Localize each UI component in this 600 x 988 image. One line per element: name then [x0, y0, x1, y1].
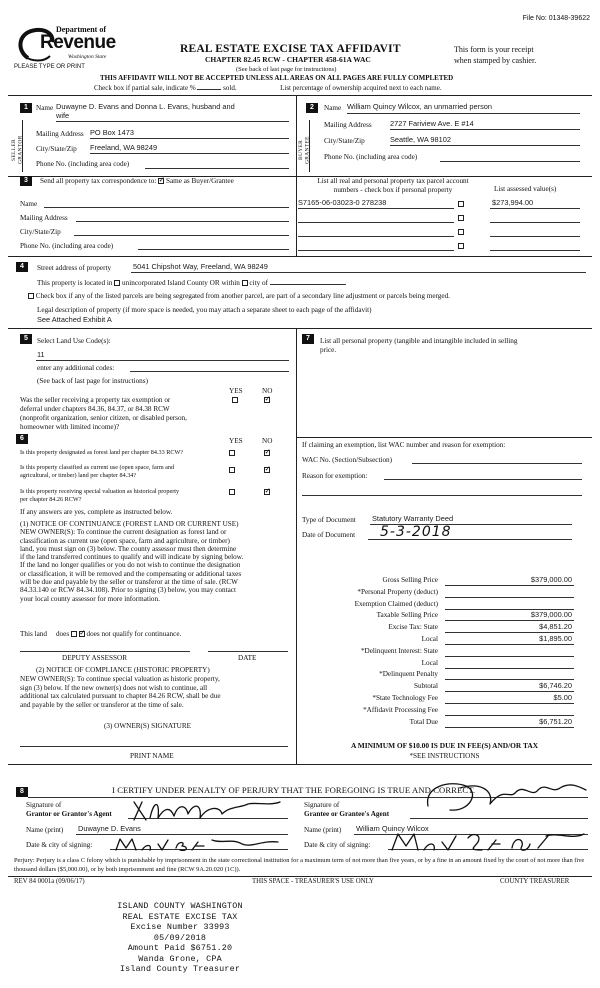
fee-value: $6,746.20	[539, 681, 572, 691]
grantee-agent-label: Grantee or Grantee's Agent	[304, 810, 390, 818]
sec6-yes-header: YES	[229, 437, 243, 445]
fee-row	[300, 659, 580, 671]
grantor-city-label: City/State/Zip	[36, 145, 77, 153]
exemption-question-4: homeowner with limited income)?	[20, 423, 120, 431]
section-5-badge: 5	[20, 334, 32, 344]
list-percentage-note: List percentage of ownership acquired next to each name.	[280, 84, 442, 92]
land-use-see-back: (See back of last page for instructions)	[37, 377, 148, 385]
fee-label: *Delinquent Interest: State	[360, 646, 438, 655]
sec5-yes-header: YES	[229, 387, 243, 395]
current-use-question-1: Is this property classified as current use (open space, farm and	[20, 464, 175, 471]
grantor-name-label: Name	[36, 104, 54, 112]
fee-label: Taxable Selling Price	[376, 611, 438, 620]
assessed-header: List assessed value(s)	[494, 185, 557, 193]
forest-no-checkbox[interactable]	[264, 450, 270, 456]
document-date-value: 5-3-2018	[380, 524, 452, 540]
tax-mailing-label: Mailing Address	[20, 214, 68, 222]
historic-question-1: Is this property receiving special valuation as historical property	[20, 488, 180, 495]
segregated-label: Check box if any of the listed parcels are being segregated from another parcel, are part of a secondary line adjustment or parcels being merged.	[35, 292, 450, 300]
notice-continuance-line: land, you must sign on (3) below. The county assessor must then determine	[20, 544, 237, 553]
owner-signature-label: (3) OWNER(S) SIGNATURE	[104, 722, 192, 730]
fee-row	[300, 576, 580, 588]
fee-row	[300, 670, 580, 682]
exemption-claim-label: If claiming an exemption, list WAC number and reason for exemption:	[302, 441, 506, 449]
fee-value: $379,000.00	[530, 610, 572, 620]
grantee-printed-name: William Quincy Wilcox	[356, 824, 429, 833]
legal-description-value: See Attached Exhibit A	[37, 315, 112, 324]
document-type-value: Statutory Warranty Deed	[372, 514, 454, 523]
notice-continuance-line: classification as current use (open space, farm and agriculture, or timber)	[20, 536, 230, 545]
does-not-label: does not	[86, 630, 111, 638]
personal-property-list-1: List all personal property (tangible and intangible included in selling	[320, 337, 518, 345]
fee-row	[300, 588, 580, 600]
grantee-signature	[420, 776, 590, 820]
receipt-note-2: when stamped by cashier.	[454, 56, 537, 65]
grantee-phone-label: Phone No. (including area code)	[324, 153, 418, 161]
notice-compliance-line: (2) NOTICE OF COMPLIANCE (HISTORIC PROPERTY)	[36, 666, 210, 674]
document-type-label: Type of Document	[302, 516, 356, 524]
grantee-date-city-label: Date & city of signing:	[304, 841, 371, 849]
grantee-city-label: City/State/Zip	[324, 137, 365, 145]
segregated-checkbox[interactable]	[28, 293, 34, 299]
notice-continuance-line: your local county assessor for more information.	[20, 594, 160, 603]
fee-row	[300, 706, 580, 718]
fee-row	[300, 647, 580, 659]
perjury-statement: Perjury: Perjury is a class C felony which is punishable by imprisonment in the state correctional institution for a maximum term of not more than five years, or by a fine in an amount fixed by the court of not more than five thousand dollars ($5,000.00), or by both imprisonment and fine (RCW 9A.20.020 (1C)).	[14, 857, 585, 873]
grantee-signature-label-1: Signature of	[304, 801, 340, 809]
fee-label: Local	[421, 658, 438, 667]
grantor-phone-label: Phone No. (including area code)	[36, 160, 130, 168]
section-7-badge: 7	[302, 334, 314, 344]
logo-dept: Department of	[56, 25, 106, 34]
fee-label: *State Technology Fee	[372, 693, 438, 702]
form-title: REAL ESTATE EXCISE TAX AFFIDAVIT	[180, 43, 401, 55]
reason-label: Reason for exemption:	[302, 472, 368, 480]
stamp-line: 05/09/2018	[153, 932, 207, 943]
stamp-line: ISLAND COUNTY WASHINGTON	[117, 901, 243, 911]
grantor-date-handwriting	[112, 836, 282, 854]
sec5-yes-checkbox[interactable]	[232, 397, 238, 403]
notice-continuance-line: if the land transferred continues to qualify and will indicate by signing below.	[20, 553, 244, 562]
personal-property-checkbox-1[interactable]	[458, 201, 464, 207]
grantor-date-city-label: Date & city of signing:	[26, 841, 93, 849]
legal-description-label: Legal description of property (if more space is needed, you may attach a separate sheet to each page of the affidavit)	[37, 306, 372, 314]
grantee-mailing-value: 2727 Fariview Ave. E #14	[390, 119, 474, 128]
minimum-fee-note: A MINIMUM OF $10.00 IS DUE IN FEE(S) AND/OR TAX	[350, 741, 539, 750]
if-yes-instructions: If any answers are yes, complete as instructed below.	[20, 508, 173, 516]
current-use-yes-checkbox[interactable]	[229, 467, 235, 473]
parcel-header-1: List all real and personal property tax parcel account	[317, 177, 469, 185]
fee-label: *Delinquent Penalty	[379, 670, 438, 679]
grantor-name-print-label: Name (print)	[26, 826, 64, 834]
notice-continuance	[20, 520, 292, 603]
section-2-badge: 2	[306, 103, 318, 113]
exemption-question-2: deferral under chapters 84.36, 84.37, or 84.38 RCW	[20, 405, 170, 413]
grantor-mailing-value: PO Box 1473	[90, 128, 134, 137]
personal-property-list-2: price.	[320, 346, 337, 354]
file-number: File No: 01348-39622	[522, 15, 590, 22]
sec6-no-header: NO	[262, 437, 273, 445]
historic-yes-checkbox[interactable]	[229, 489, 235, 495]
fee-label: Total Due	[409, 717, 438, 726]
grantor-city-value: Freeland, WA 98249	[90, 143, 158, 152]
receipt-note-1: This form is your receipt	[454, 45, 534, 54]
notice-compliance-line: additional tax calculated pursuant to chapter 84.26 RCW, shall be due	[20, 692, 221, 701]
notice-continuance-line: NEW OWNER(S): To continue the current designation as forest land or	[20, 528, 227, 537]
section-8-badge: 8	[16, 787, 28, 797]
parcel-header-2: numbers - check box if personal property	[333, 186, 453, 194]
street-address-label: Street address of property	[37, 264, 112, 272]
fee-label: *Personal Property (deduct)	[357, 587, 438, 596]
department-logo	[14, 22, 124, 66]
fee-label: Local	[421, 634, 438, 643]
see-back-note: (See back of last page for instructions)	[236, 66, 337, 73]
tax-city-label: City/State/Zip	[20, 228, 61, 236]
treasurer-stamp	[100, 901, 260, 975]
fee-row	[300, 682, 580, 694]
notice-compliance-line: NEW OWNER(S): To continue special valuation as historic property,	[20, 674, 220, 683]
fee-label: Gross Selling Price	[382, 576, 438, 584]
fee-row	[300, 623, 580, 635]
stamp-line: Excise Number 33993	[130, 922, 230, 932]
section-3-badge: 3	[20, 176, 32, 186]
assessor-date-label: DATE	[238, 654, 257, 662]
personal-property-checkbox-4[interactable]	[458, 243, 464, 249]
section-6-badge: 6	[16, 434, 28, 444]
please-type: PLEASE TYPE OR PRINT	[14, 64, 85, 70]
grantor-signature-label-1: Signature of	[26, 801, 62, 809]
deputy-assessor-label: DEPUTY ASSESSOR	[62, 654, 128, 662]
segregated-row	[28, 292, 450, 300]
tax-phone-label: Phone No. (including area code)	[20, 242, 114, 250]
fee-row	[300, 718, 580, 730]
fee-value: $379,000.00	[530, 575, 572, 584]
personal-property-checkbox-2[interactable]	[458, 215, 464, 221]
this-land-row	[20, 630, 181, 638]
same-as-buyer-label: Same as Buyer/Grantee	[165, 177, 234, 185]
buyer-grantee-label: BUYER GRANTEE	[298, 136, 311, 164]
does-checkbox[interactable]	[71, 631, 77, 637]
unincorporated-checkbox[interactable]	[114, 280, 120, 286]
land-use-value: 11	[37, 350, 45, 359]
does-not-checkbox[interactable]	[79, 631, 85, 637]
stamp-line: Amount Paid $6751.20	[127, 943, 233, 953]
fee-table	[300, 576, 580, 729]
fee-row	[300, 611, 580, 623]
grantor-name-line2: wife	[56, 111, 70, 120]
grantor-mailing-label: Mailing Address	[36, 130, 84, 138]
grantee-name-print-label: Name (print)	[304, 826, 342, 834]
form-revision: REV 84 0001a (09/06/17)	[14, 878, 85, 885]
wac-label: WAC No. (Section/Subsection)	[302, 456, 393, 464]
forest-land-question: Is this property designated as forest land per chapter 84.33 RCW?	[20, 449, 184, 456]
tax-name-label: Name	[20, 200, 38, 208]
fee-row	[300, 635, 580, 647]
sec5-no-header: NO	[262, 387, 273, 395]
grantor-signature	[130, 796, 290, 826]
treasurer-use-label: THIS SPACE - TREASURER'S USE ONLY	[252, 878, 374, 885]
notice-continuance-line: (1) NOTICE OF CONTINUANCE (FOREST LAND OR CURRENT USE)	[20, 520, 239, 528]
logo-name: Revenue	[40, 32, 116, 53]
form-subtitle: CHAPTER 82.45 RCW - CHAPTER 458-61A WAC	[205, 55, 371, 64]
grantee-name-label: Name	[324, 104, 342, 112]
grantee-city-value: Seattle, WA 98102	[390, 135, 451, 144]
partial-sale-label: Check box if partial sale, indicate %	[94, 84, 196, 92]
qualify-label: qualify for continuance.	[112, 630, 182, 638]
located-label: This property is located in	[37, 279, 113, 287]
forest-yes-checkbox[interactable]	[229, 450, 235, 456]
sec5-no-checkbox[interactable]	[264, 397, 270, 403]
partial-sale-row	[94, 84, 594, 92]
stamp-line: REAL ESTATE EXCISE TAX	[122, 911, 238, 922]
assessed-value-1: $273,994.00	[492, 198, 534, 207]
notice-continuance-line: If the land no longer qualifies or you do not wish to continue the designation	[20, 561, 241, 570]
notice-continuance-line: will be due and payable by the seller or transferor at the time of sale. (RCW	[20, 578, 238, 587]
historic-question-2: per chapter 84.26 RCW?	[20, 496, 82, 503]
grantor-name-line1: Duwayne D. Evans and Donna L. Evans, husband and	[56, 102, 235, 111]
send-correspondence	[40, 177, 234, 185]
notice-continuance-line: or classification, it will be removed and the compensating or additional taxes	[20, 569, 242, 578]
current-use-question-2: agricultural, or timber) land per chapter 84.34?	[20, 472, 137, 479]
notice-continuance-line: 84.33.140 or RCW 84.34.108). Prior to signing (3) below, you may contact	[20, 586, 236, 595]
parcel-number-1: S7165-06-03023-0 278238	[298, 198, 387, 207]
send-correspondence-label: Send all property tax correspondence to:	[40, 177, 157, 185]
notice-compliance-line: and payable by the seller or transferor at the time of sale.	[20, 701, 184, 710]
located-row	[37, 279, 346, 287]
stamp-line: Wanda Grone, CPA	[138, 953, 222, 964]
land-use-label: Select Land Use Code(s):	[37, 337, 111, 345]
current-use-no-checkbox[interactable]	[264, 467, 270, 473]
logo-state: Washington State	[68, 54, 107, 60]
this-land-label: This land	[20, 630, 47, 638]
fee-value: $4,851.20	[539, 622, 572, 632]
additional-codes-label: enter any additional codes:	[37, 364, 115, 372]
grantee-date-handwriting	[388, 828, 588, 854]
does-label: does	[55, 630, 70, 638]
fee-label: *Affidavit Processing Fee	[363, 705, 438, 714]
see-instructions-note: *SEE INSTRUCTIONS	[409, 752, 480, 760]
same-as-buyer-checkbox[interactable]	[158, 178, 164, 184]
fee-label: Subtotal	[414, 682, 438, 691]
certify-statement: I CERTIFY UNDER PENALTY OF PERJURY THAT THE FOREGOING IS TRUE AND CORRECT.	[112, 785, 476, 795]
grantor-agent-label: Grantor or Grantor's Agent	[26, 810, 112, 818]
print-name-label: PRINT NAME	[130, 752, 174, 760]
grantee-name-value: William Quincy Wilcox, an unmarried person	[347, 102, 492, 111]
document-date-label: Date of Document	[302, 531, 356, 539]
street-address-value: 5041 Chipshot Way, Freeland, WA 98249	[133, 262, 268, 271]
seller-grantor-label: SELLER GRANTOR	[11, 135, 24, 165]
personal-property-checkbox-3[interactable]	[458, 229, 464, 235]
exemption-question-3: (nonprofit organization, senior citizen, or disabled person,	[20, 414, 187, 422]
fee-label: Exemption Claimed (deduct)	[354, 599, 438, 608]
fee-row	[300, 694, 580, 706]
historic-no-checkbox[interactable]	[264, 489, 270, 495]
unincorporated-label: unincorporated Island County OR within	[122, 279, 240, 287]
fee-value: $6,751.20	[539, 716, 572, 726]
grantor-printed-name: Duwayne D. Evans	[78, 824, 141, 833]
fee-label: Excise Tax: State	[388, 623, 438, 632]
city-of-label: city of	[249, 279, 268, 287]
county-treasurer-label: COUNTY TREASURER	[500, 878, 570, 885]
notice-compliance	[20, 666, 292, 710]
exemption-question-1: Was the seller receiving a property tax exemption or	[20, 396, 171, 404]
stamp-line: Island County Treasurer	[119, 964, 241, 974]
not-accepted-warning: THIS AFFIDAVIT WILL NOT BE ACCEPTED UNLESS ALL AREAS ON ALL PAGES ARE FULLY COMPLETED	[100, 74, 454, 82]
within-city-checkbox[interactable]	[242, 280, 248, 286]
section-1-badge: 1	[20, 103, 32, 113]
grantee-mailing-label: Mailing Address	[324, 121, 372, 129]
fee-value: $1,895.00	[539, 633, 572, 643]
fee-value: $5.00	[553, 692, 572, 702]
sold-label: sold.	[223, 84, 237, 92]
section-4-badge: 4	[16, 262, 28, 272]
notice-compliance-line: sign (3) below. If the new owner(s) does not wish to continue, all	[20, 683, 208, 692]
